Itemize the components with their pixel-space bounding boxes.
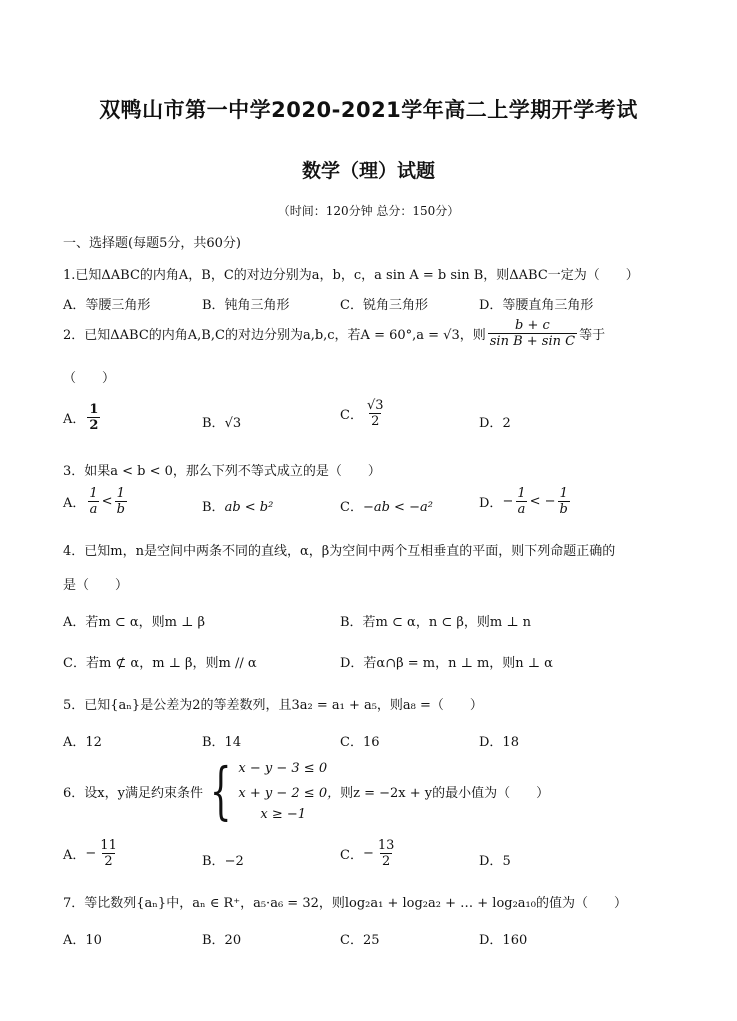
q2-option-b-label: B． [202, 416, 225, 431]
q1-option-b: B．钝角三角形 [202, 298, 290, 313]
q2-option-a [63, 402, 102, 433]
q2-option-d-value: 2 [502, 416, 511, 431]
q3-option-d-right [558, 486, 570, 517]
q6-constraint-rows [238, 761, 340, 822]
q6-option-d-label: D． [479, 854, 503, 869]
q2-frac-num: b + c [515, 318, 550, 333]
q6-prefix: 6．设x，y满足约束条件 [63, 785, 203, 801]
question-6 [63, 754, 550, 827]
q3-a-left-num: 1 [89, 486, 98, 501]
q7-option-a: A．10 [63, 933, 102, 948]
q3-d-right-num: 1 [559, 486, 568, 501]
q3-option-c [340, 496, 433, 515]
q2-option-c-fraction [365, 398, 386, 429]
q6-constraint-2: x + y − 2 ≤ 0， [238, 785, 341, 801]
q6-option-a-fraction [98, 838, 119, 869]
q3-d-left-num: 1 [517, 486, 526, 501]
q3-d-right-den: b [559, 502, 568, 517]
q3-a-op: < [101, 494, 113, 509]
q5-option-a: A．12 [63, 735, 102, 750]
q3-d-sign: − [502, 494, 514, 509]
q1-option-a: A．等腰三角形 [63, 298, 151, 313]
q2-option-c-den: 2 [371, 414, 380, 429]
q2-option-c-label: C． [340, 408, 363, 423]
q3-option-a-label: A． [63, 496, 86, 511]
question-1-text: 1.已知ΔABC的内角A，B，C的对边分别为a，b，c，a sin A = b sin B，则ΔABC一定为（ ） [63, 268, 639, 283]
q3-option-d [479, 486, 572, 517]
exam-title: 双鸭山市第一中学2020-2021学年高二上学期开学考试 [99, 98, 638, 122]
q7-option-d: D．160 [479, 933, 528, 948]
exam-meta: （时间：120分钟 总分：150分） [277, 204, 460, 218]
q6-option-c-fraction [376, 838, 397, 869]
q6-c-den: 2 [381, 854, 391, 869]
q6-option-d [479, 850, 511, 869]
q2-option-d-label: D． [479, 416, 503, 431]
q2-suffix: 等于 [579, 328, 606, 343]
q2-option-a-fraction [87, 402, 100, 433]
q2-option-b [202, 412, 241, 431]
exam-subject: 数学（理）试题 [301, 160, 435, 182]
q3-a-left-den: a [89, 502, 98, 517]
left-brace-icon: { [209, 754, 232, 827]
q6-constraint-1: x − y − 3 ≤ 0 [238, 760, 328, 776]
q4-option-b: B．若m ⊂ α，n ⊂ β，则m ⊥ n [340, 615, 532, 630]
q2-option-a-den: 2 [89, 418, 99, 433]
q4-option-d: D．若α∩β = m，n ⊥ m，则n ⊥ α [340, 656, 553, 671]
q6-option-b [202, 850, 244, 869]
q2-fraction [488, 318, 577, 349]
q3-option-d-left [515, 486, 527, 517]
q5-option-c: C．16 [340, 735, 380, 750]
q3-option-c-value: −ab < −a² [362, 500, 433, 515]
question-7-text: 7．等比数列{aₙ}中，aₙ ∈ R⁺，a₅·a₆ = 32，则log₂a₁ + log₂a₂ + … + log₂a₁₀的值为（ ） [63, 896, 627, 911]
q6-option-c [340, 838, 398, 869]
q3-d-left-den: a [517, 502, 526, 517]
q3-option-c-label: C． [340, 500, 363, 515]
q2-option-a-label: A． [63, 412, 86, 427]
q6-constraint-system [203, 754, 341, 827]
question-4-text: 4．已知m，n是空间中两条不同的直线，α，β为空间中两个互相垂直的平面，则下列命题正确的 [63, 544, 616, 559]
q4-option-c: C．若m ⊄ α，m ⊥ β，则m // α [63, 656, 257, 671]
q6-a-num: 11 [100, 838, 117, 853]
q2-option-c-num: √3 [366, 398, 384, 413]
q2-option-d [479, 412, 511, 431]
q4-option-a: A．若m ⊂ α，则m ⊥ β [63, 615, 205, 630]
q3-option-b-value: ab < b² [224, 500, 274, 515]
question-5-text: 5．已知{aₙ}是公差为2的等差数列，且3a₂ = a₁ + a₅，则a₈ =（ ） [63, 698, 483, 713]
q2-paren: （ ） [63, 371, 116, 386]
q6-option-a [63, 838, 121, 869]
q3-a-right-num: 1 [116, 486, 125, 501]
q6-a-den: 2 [104, 854, 113, 869]
q5-option-d: D．18 [479, 735, 519, 750]
q2-option-a-num: 1 [89, 402, 99, 417]
q7-option-b: B．20 [202, 933, 242, 948]
q3-option-d-label: D． [479, 496, 503, 511]
q6-option-d-value: 5 [502, 854, 511, 869]
q2-frac-den: sin B + sin C [489, 334, 576, 349]
section-heading: 一、选择题(每题5分，共60分) [63, 236, 241, 251]
q6-constraint-3: x ≥ −1 [260, 806, 307, 822]
q2-option-c [340, 398, 388, 429]
q6-a-sign: − [85, 846, 97, 861]
q1-option-d: D．等腰直角三角形 [479, 298, 594, 313]
q3-option-a-left [87, 486, 99, 517]
q6-option-a-label: A． [63, 848, 86, 863]
question-4-cont: 是（ ） [63, 578, 129, 593]
q5-option-b: B．14 [202, 735, 242, 750]
q3-option-a [63, 486, 129, 517]
q3-option-b [202, 496, 273, 515]
q3-d-op: < − [529, 494, 556, 509]
q6-option-c-label: C． [340, 848, 363, 863]
q2-prefix: 2．已知ΔABC的内角A,B,C的对边分别为a,b,c，若A = 60°,a = √3，则 [63, 328, 486, 343]
q6-option-b-value: −2 [224, 854, 244, 869]
q3-option-a-right [115, 486, 127, 517]
q3-a-right-den: b [116, 502, 125, 517]
q3-option-b-label: B． [202, 500, 225, 515]
q6-c-num: 13 [377, 838, 395, 853]
q6-c-sign: − [362, 846, 374, 861]
q2-option-b-value: √3 [224, 416, 242, 431]
question-3-text: 3．如果a < b < 0，那么下列不等式成立的是（ ） [63, 464, 381, 479]
q1-option-c: C．锐角三角形 [340, 298, 428, 313]
q6-option-b-label: B． [202, 854, 225, 869]
q6-suffix: 则z = −2x + y的最小值为（ ） [340, 785, 550, 801]
question-2 [63, 318, 605, 349]
q7-option-c: C．25 [340, 933, 380, 948]
